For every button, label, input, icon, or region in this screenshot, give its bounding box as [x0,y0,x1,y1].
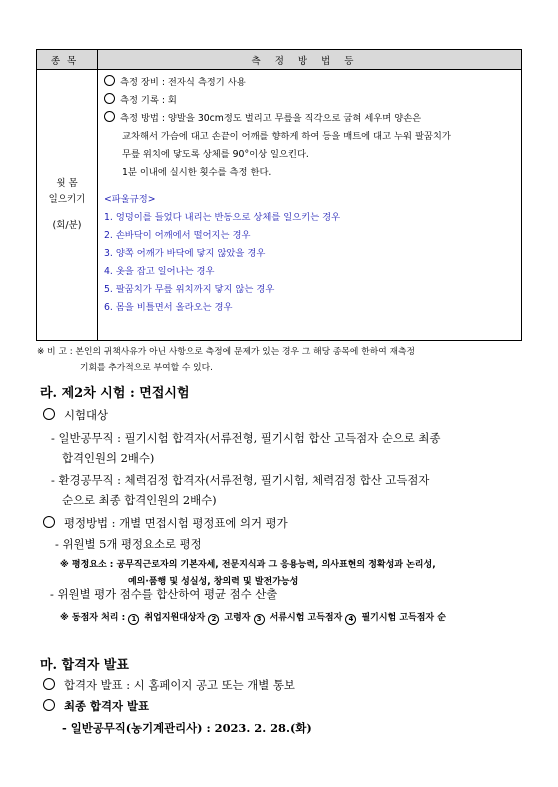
header-category: 종목 [37,50,98,70]
foul-rule: 2. 손바닥이 어깨에서 떨어지는 경우 [104,230,251,241]
method-cont-1: 교차해서 가슴에 대고 손끝이 어깨를 향하게 하여 등을 매트에 대고 누워 팔꿈치가 [122,131,451,142]
category-line1: 윗 몸 [56,178,78,189]
table-header-row [37,50,522,70]
circle-bullet-icon [43,699,55,711]
announce-line: 합격자 발표 : 시 홈페이지 공고 또는 개별 통보 [43,674,295,696]
circle-bullet-icon [104,93,115,104]
foul-rule: 5. 팔꿈치가 무릎 위치까지 닿지 않는 경우 [104,284,275,295]
category-line2: 일으키기 [48,194,86,205]
tie-break-line: ※ 동점자 처리 : 1 취업지원대상자 2 고령자 3 서류시험 고득점자 4 필기시험 고득점자 순 [60,613,446,623]
foul-rule: 4. 옷을 잡고 일어나는 경우 [104,266,215,277]
final-announce-heading: 최종 합격자 발표 [43,695,149,717]
foul-rule: 1. 엉덩이를 들었다 내리는 반동으로 상체를 일으키는 경우 [104,212,341,223]
general-worker-line2: 합격인원의 2배수) [62,451,155,465]
remark-line2: 기회를 추가적으로 부여할 수 있다. [80,362,213,373]
category-cell [37,70,98,341]
final-announce-detail: - 일반공무직(농기계관리사) : 2023. 2. 28.(화) [62,721,312,735]
remark-line1: ※ 비 고 : 본인의 귀책사유가 아닌 사항으로 측정에 문제가 있는 경우 그 해당 종목에 한하여 재측정 [37,347,415,357]
circle-bullet-icon [43,678,55,690]
circle-bullet-icon [43,408,55,420]
circle-bullet-icon [43,516,55,528]
method-cell [98,70,522,341]
number-4-icon: 4 [345,614,356,625]
general-worker-line: - 일반공무직 : 필기시험 합격자(서류전형, 필기시험 합산 고득점자 순으로 최종 [51,431,441,445]
env-worker-line: - 환경공무직 : 체력검정 합격자(서류전형, 필기시험, 체력검정 합산 고득점자 [51,473,430,487]
foul-rule: 6. 몸을 비틀면서 올라오는 경우 [104,302,233,313]
foul-rule-title: <파울규정> [104,194,156,205]
evaluation-sub: - 위원별 5개 평정요소로 평정 [55,537,202,551]
elements-line1: ※ 평정요소 : 공무직근로자의 기본자세, 전문지식과 그 응용능력, 의사표현의 정확성과 논리성, [60,560,436,570]
circle-bullet-icon [104,75,115,86]
circle-bullet-icon [104,111,115,122]
method-cont-3: 1분 이내에 실시한 횟수를 측정 한다. [122,167,272,178]
number-1-icon: 1 [128,614,139,625]
list-item: 측정 기록 : 회 [104,92,515,110]
list-item: 측정 방법 : 양발을 30cm정도 벌리고 무릎을 직각으로 굽혀 세우며 양손은 [104,110,515,128]
foul-rule: 3. 양쪽 어깨가 바닥에 닿지 않았을 경우 [104,248,266,259]
method-cont-2: 무릎 위치에 닿도록 상체를 90°이상 일으킨다. [122,149,309,160]
target-heading: 시험대상 [43,404,108,426]
section-title-interview: 라. 제2차 시험 : 면접시험 [40,386,190,401]
elements-line2: 예의·품행 및 성실성, 창의력 및 발전가능성 [128,577,299,587]
category-unit: (회/분) [52,220,82,231]
number-3-icon: 3 [254,614,265,625]
measurement-table [36,49,522,341]
number-2-icon: 2 [208,614,219,625]
env-worker-line2: 순으로 최종 합격인원의 2배수) [62,493,217,507]
table-row [37,70,522,341]
header-method: 측정방법등 [98,50,522,70]
remark-note [37,345,527,376]
list-item: 측정 장비 : 전자식 측정기 사용 [104,74,515,92]
score-sum-line: - 위원별 평가 점수를 합산하여 평균 점수 산출 [50,587,278,601]
evaluation-method-heading: 평정방법 : 개별 면접시험 평정표에 의거 평가 [43,512,288,534]
section-title-announcement: 마. 합격자 발표 [40,658,129,673]
